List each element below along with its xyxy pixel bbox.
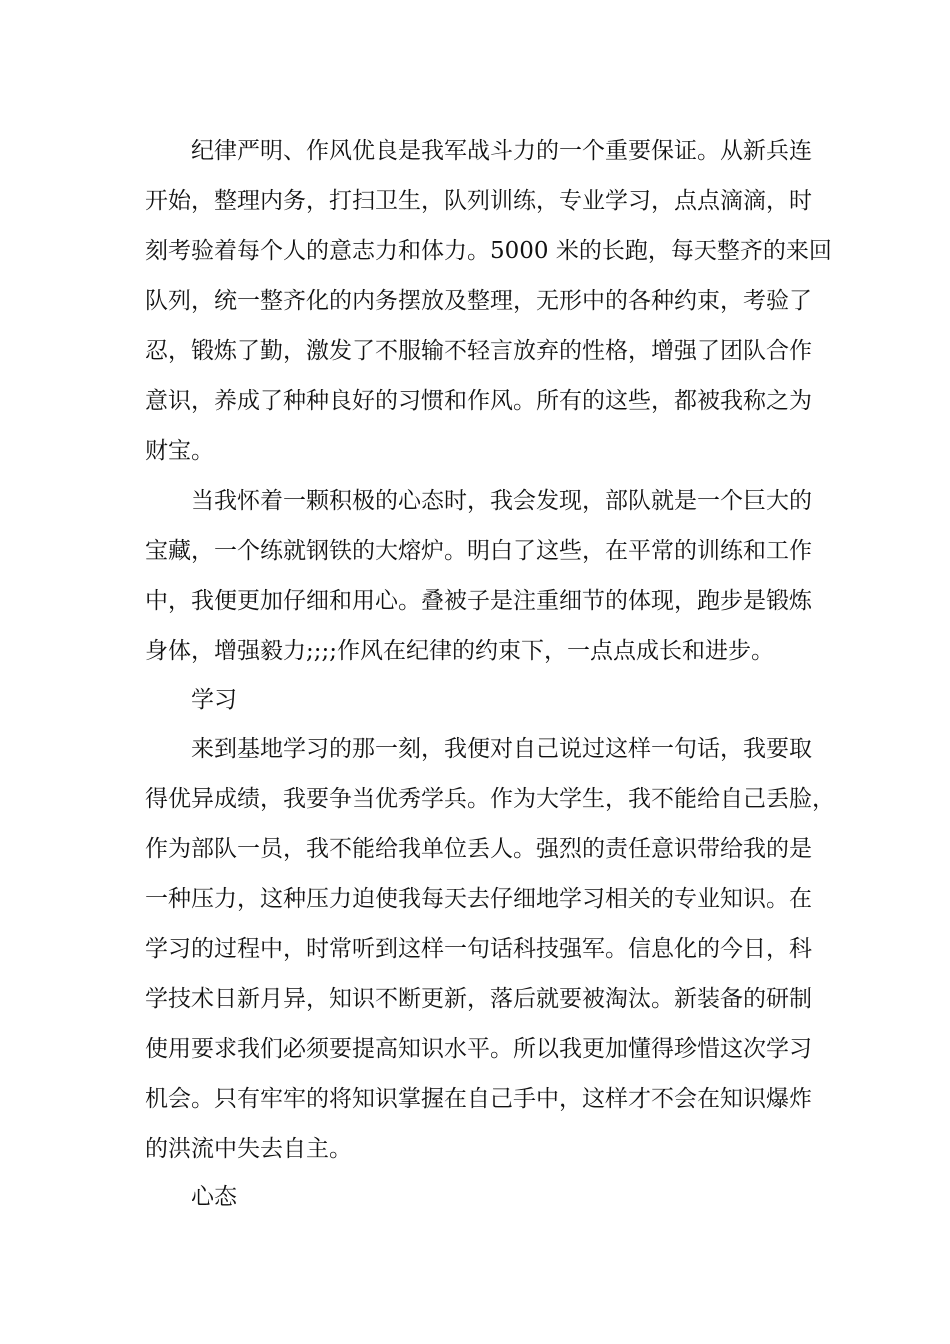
paragraph-1-line-1: 纪律严明、作风优良是我军战斗力的一个重要保证。从新兵连: [191, 138, 812, 164]
paragraph-3-line-6: 学技术日新月异，知识不断更新，落后就要被淘汰。新装备的研制: [145, 986, 812, 1012]
paragraph-3-line-5: 学习的过程中，时常听到这样一句话科技强军。信息化的今日，科: [145, 936, 812, 962]
paragraph-2-line-1: 当我怀着一颗积极的心态时，我会发现，部队就是一个巨大的: [191, 488, 812, 514]
paragraph-1-line-6: 意识，养成了种种良好的习惯和作风。所有的这些，都被我称之为: [145, 388, 812, 414]
paragraph-2-line-3: 中，我便更加仔细和用心。叠被子是注重细节的体现，跑步是锻炼: [145, 588, 812, 614]
paragraph-3-line-4: 一种压力，这种压力迫使我每天去仔细地学习相关的专业知识。在: [145, 886, 812, 912]
paragraph-3-line-8: 机会。只有牢牢的将知识掌握在自己手中，这样才不会在知识爆炸: [145, 1086, 812, 1112]
paragraph-3-line-9: 的洪流中失去自主。: [145, 1136, 352, 1162]
section-heading-study: 学习: [191, 687, 237, 713]
paragraph-2-line-2: 宝藏，一个练就钢铁的大熔炉。明白了这些，在平常的训练和工作: [145, 538, 812, 564]
paragraph-3-line-3: 作为部队一员，我不能给我单位丢人。强烈的责任意识带给我的是: [145, 836, 812, 862]
paragraph-3-line-7: 使用要求我们必须要提高知识水平。所以我更加懂得珍惜这次学习: [145, 1036, 812, 1062]
paragraph-3-line-1: 来到基地学习的那一刻，我便对自己说过这样一句话，我要取: [191, 736, 812, 762]
paragraph-1-line-3: 刻考验着每个人的意志力和体力。5000 米的长跑，每天整齐的来回: [145, 238, 832, 264]
paragraph-1-line-2: 开始，整理内务，打扫卫生，队列训练，专业学习，点点滴滴，时: [145, 188, 812, 214]
section-heading-mindset: 心态: [191, 1184, 237, 1210]
paragraph-1-line-4: 队列，统一整齐化的内务摆放及整理，无形中的各种约束，考验了: [145, 288, 812, 314]
paragraph-2-line-4: 身体，增强毅力;;;;作风在纪律的约束下，一点点成长和进步。: [145, 638, 774, 664]
paragraph-3-line-2: 得优异成绩，我要争当优秀学兵。作为大学生，我不能给自己丢脸，: [145, 786, 835, 812]
paragraph-1-line-5: 忍，锻炼了勤，激发了不服输不轻言放弃的性格，增强了团队合作: [145, 338, 812, 364]
paragraph-1-line-7: 财宝。: [145, 438, 214, 464]
